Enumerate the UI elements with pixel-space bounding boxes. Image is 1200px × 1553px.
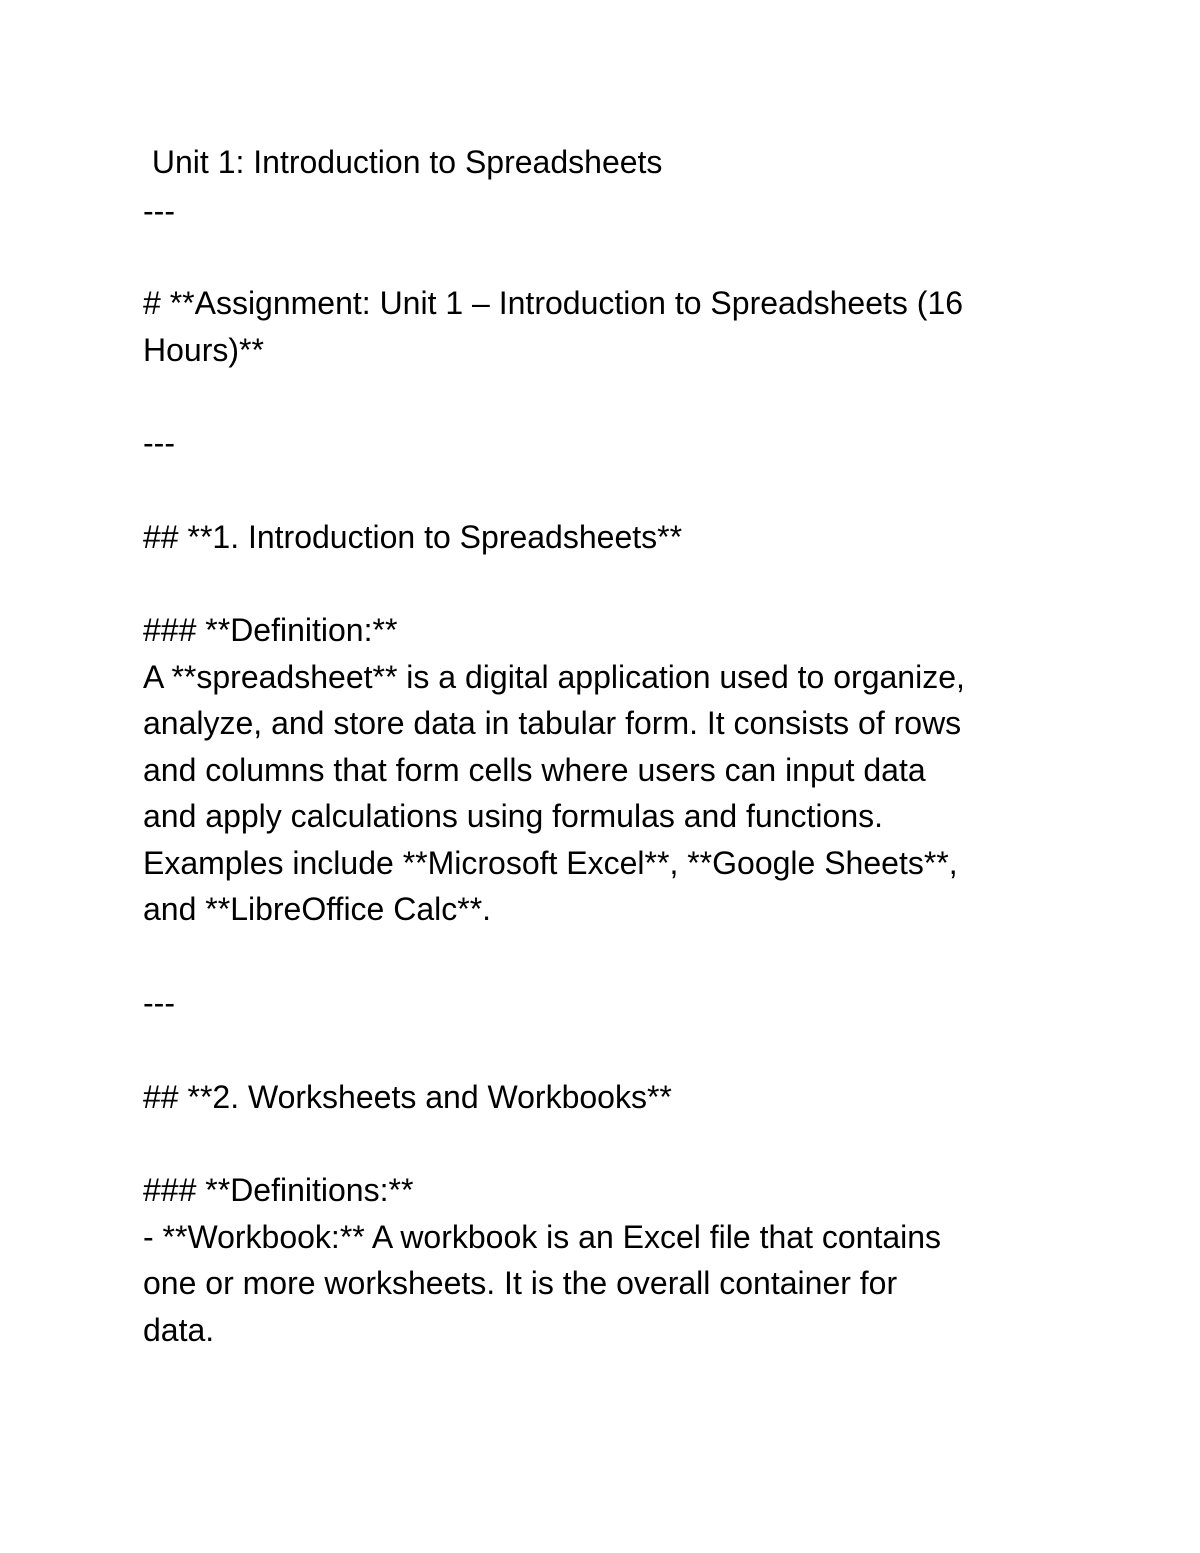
definition-line: Examples include **Microsoft Excel**, **Google Sheets**, — [143, 845, 958, 881]
definition-line: and **LibreOffice Calc**. — [143, 891, 492, 927]
definitions-heading: ### **Definitions:** — [143, 1172, 414, 1208]
section-heading: ## **1. Introduction to Spreadsheets** — [143, 519, 683, 555]
workbook-definition-line: one or more worksheets. It is the overall container for — [143, 1265, 898, 1301]
assignment-title-line: # **Assignment: Unit 1 – Introduction to Spreadsheets (16 — [143, 285, 964, 321]
section-heading: ## **2. Worksheets and Workbooks** — [143, 1079, 672, 1115]
assignment-title-line: Hours)** — [143, 332, 264, 368]
unit-title: Unit 1: Introduction to Spreadsheets — [143, 144, 663, 180]
definition-line: and columns that form cells where users can input data — [143, 752, 926, 788]
definition-line: A **spreadsheet** is a digital application used to organize, — [143, 659, 965, 695]
workbook-definition-line: data. — [143, 1312, 215, 1348]
horizontal-rule-text: --- — [143, 425, 175, 461]
horizontal-rule-text: --- — [143, 985, 175, 1021]
workbook-definition-line: - **Workbook:** A workbook is an Excel file that contains — [143, 1219, 942, 1255]
horizontal-rule-text: --- — [143, 193, 175, 229]
definition-line: analyze, and store data in tabular form. It consists of rows — [143, 705, 962, 741]
definition-heading: ### **Definition:** — [143, 612, 398, 648]
definition-line: and apply calculations using formulas and functions. — [143, 798, 883, 834]
